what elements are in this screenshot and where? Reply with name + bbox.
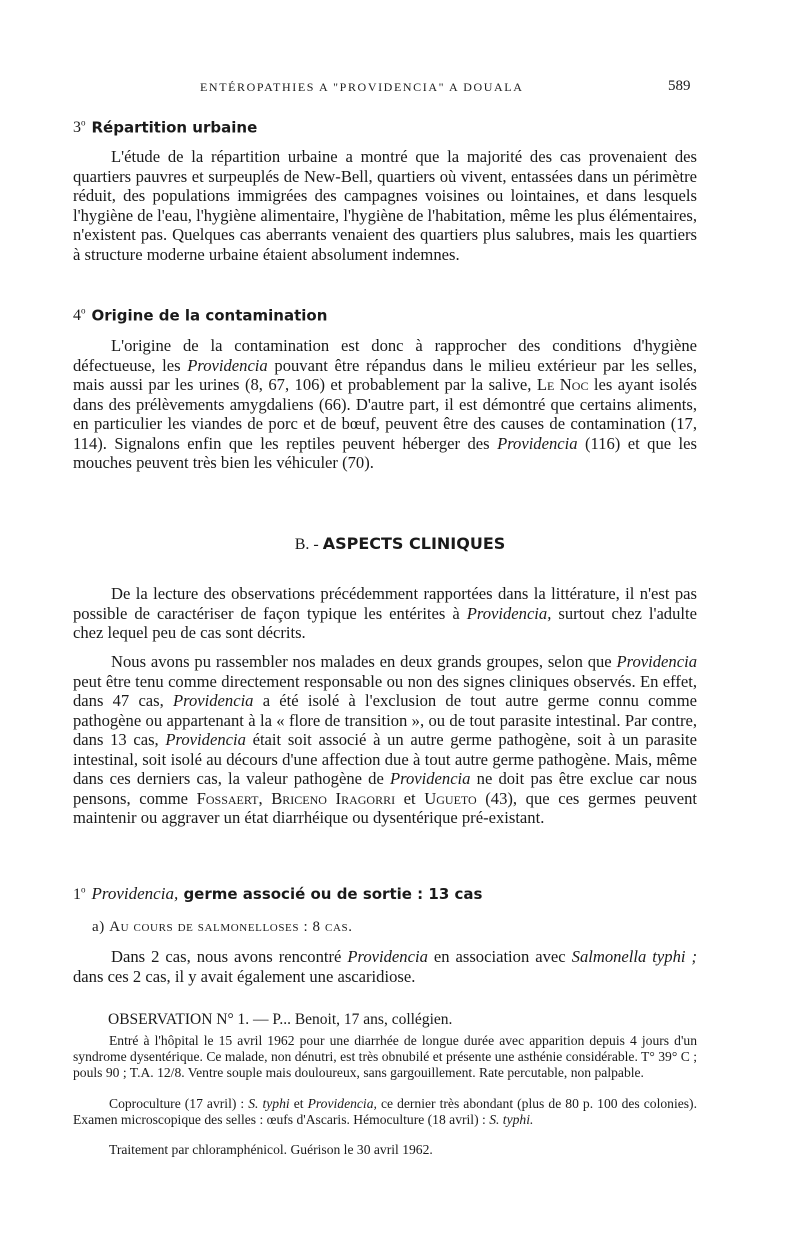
section-1-title: germe associé ou de sortie : 13 cas [183,885,483,903]
section-b-heading [0,534,800,554]
section-3-paragraph: L'étude de la répartition urbaine a montré que la majorité des cas provenaient des quartiers pauvres et surpeuplés de New-Bell, quartiers où vivent, entassées dans un périmètre réduit, des populations immigrées des campagnes voisines ou lointaines, et dans lesquels l'hygiène de l'eau, l'hygiène alimentaire, l'hygiène de l'habitation, même les plus élémentaires, n'existent pas. Quelques cas aberrants venaient des quartiers plus salubres, mais les quartiers à structure moderne urbaine étaient absolument indemnes. [73,147,697,264]
running-title: ENTÉROPATHIES A "PROVIDENCIA" A DOUALA [200,80,524,94]
section-b-prefix: B. - [294,536,319,553]
section-4-number: 4$^o$ [73,306,86,325]
section-b-paragraph-2: Nous avons pu rassembler nos malades en deux grands groupes, selon que Providencia peut être tenu comme directement responsable ou non des signes cliniques observés. En effet, dans 47 cas, Providencia a été isolé à l'exclusion de tout autre germe connu comme pathogène ou appartenant à la « flore de transition », ou de tout parasite intestinal. Par contre, dans 13 cas, Providencia était soit associé à un autre germe pathogène, soit à un parasite intestinal, soit isolé au décours d'une affection due à tout autre germe pathogène. Mais, même dans ces derniers cas, la valeur pathogène de Providencia ne doit pas être exclue car nous pensons, comme Fossaert, Briceno Iragorri et Ugueto (43), que ces germes peuvent maintenir ou aggraver un état diarrhéique ou dysentérique pré-existant. [73,652,697,827]
section-b-paragraph-1: De la lecture des observations précédemment rapportées dans la littérature, il n'est pas possible de caractériser de façon typique les entérites à Providencia, surtout chez l'adulte chez lequel peu de cas sont décrits. [73,584,697,642]
section-3-heading [73,118,257,137]
subsection-a: a) Au cours de salmonelloses : 8 cas. [92,919,353,935]
section-4-paragraph: L'origine de la contamination est donc à rapprocher des conditions d'hygiène défectueuse, les Providencia pouvant être répandus dans le milieu extérieur par les selles, mais aussi par les urines (8, 67, 106) et probablement par la salive, Le Noc les ayant isolés dans des prélèvements amygdaliens (66). D'autre part, il est démontré que certains aliments, en particulier les viandes de porc et de bœuf, peuvent être des causes de contamination (17, 114). Signalons enfin que les reptiles peuvent héberger des Providencia (116) et que les mouches peuvent très bien les véhiculer (70). [73,336,697,472]
section-3-title: Répartition urbaine [91,118,258,137]
observation-paragraph-1: Entré à l'hôpital le 15 avril 1962 pour une diarrhée de longue durée avec apparition depuis 4 jours d'un syndrome dysentérique. Ce malade, non dénutri, est très obnubilé et présente une asthénie considérable. T° 39° C ; pouls 90 ; T.A. 12/8. Ventre souple mais douloureux, sans gargouillement. Rate percutable, non palpable. [73,1033,697,1081]
section-1-number: 1$^o$ [73,884,86,903]
observation-paragraph-2: Coproculture (17 avril) : S. typhi et Providencia, ce dernier très abondant (plus de 80 p. 100 des colonies). Examen microscopique des selles : œufs d'Ascaris. Hémoculture (18 avril) : S. typhi. [73,1096,697,1128]
section-4-heading [73,306,327,325]
section-1-paragraph: Dans 2 cas, nous avons rencontré Providencia en association avec Salmonella typhi ; dans ces 2 cas, il y avait également une ascaridiose. [73,947,697,986]
author-le-noc: Le Noc [536,375,589,394]
observation-paragraph-3: Traitement par chloramphénicol. Guérison le 30 avril 1962. [109,1142,433,1157]
page-number: 589 [668,78,691,94]
section-b-title: ASPECTS CLINIQUES [322,534,506,553]
section-4-title: Origine de la contamination [91,306,328,325]
section-1-heading: 1$^o$ Providencia, germe associé ou de sortie : 13 cas [73,884,483,903]
observation-heading: OBSERVATION N° 1. — P... Benoit, 17 ans, collégien. [108,1011,453,1028]
section-3-number: 3$^o$ [73,118,86,137]
